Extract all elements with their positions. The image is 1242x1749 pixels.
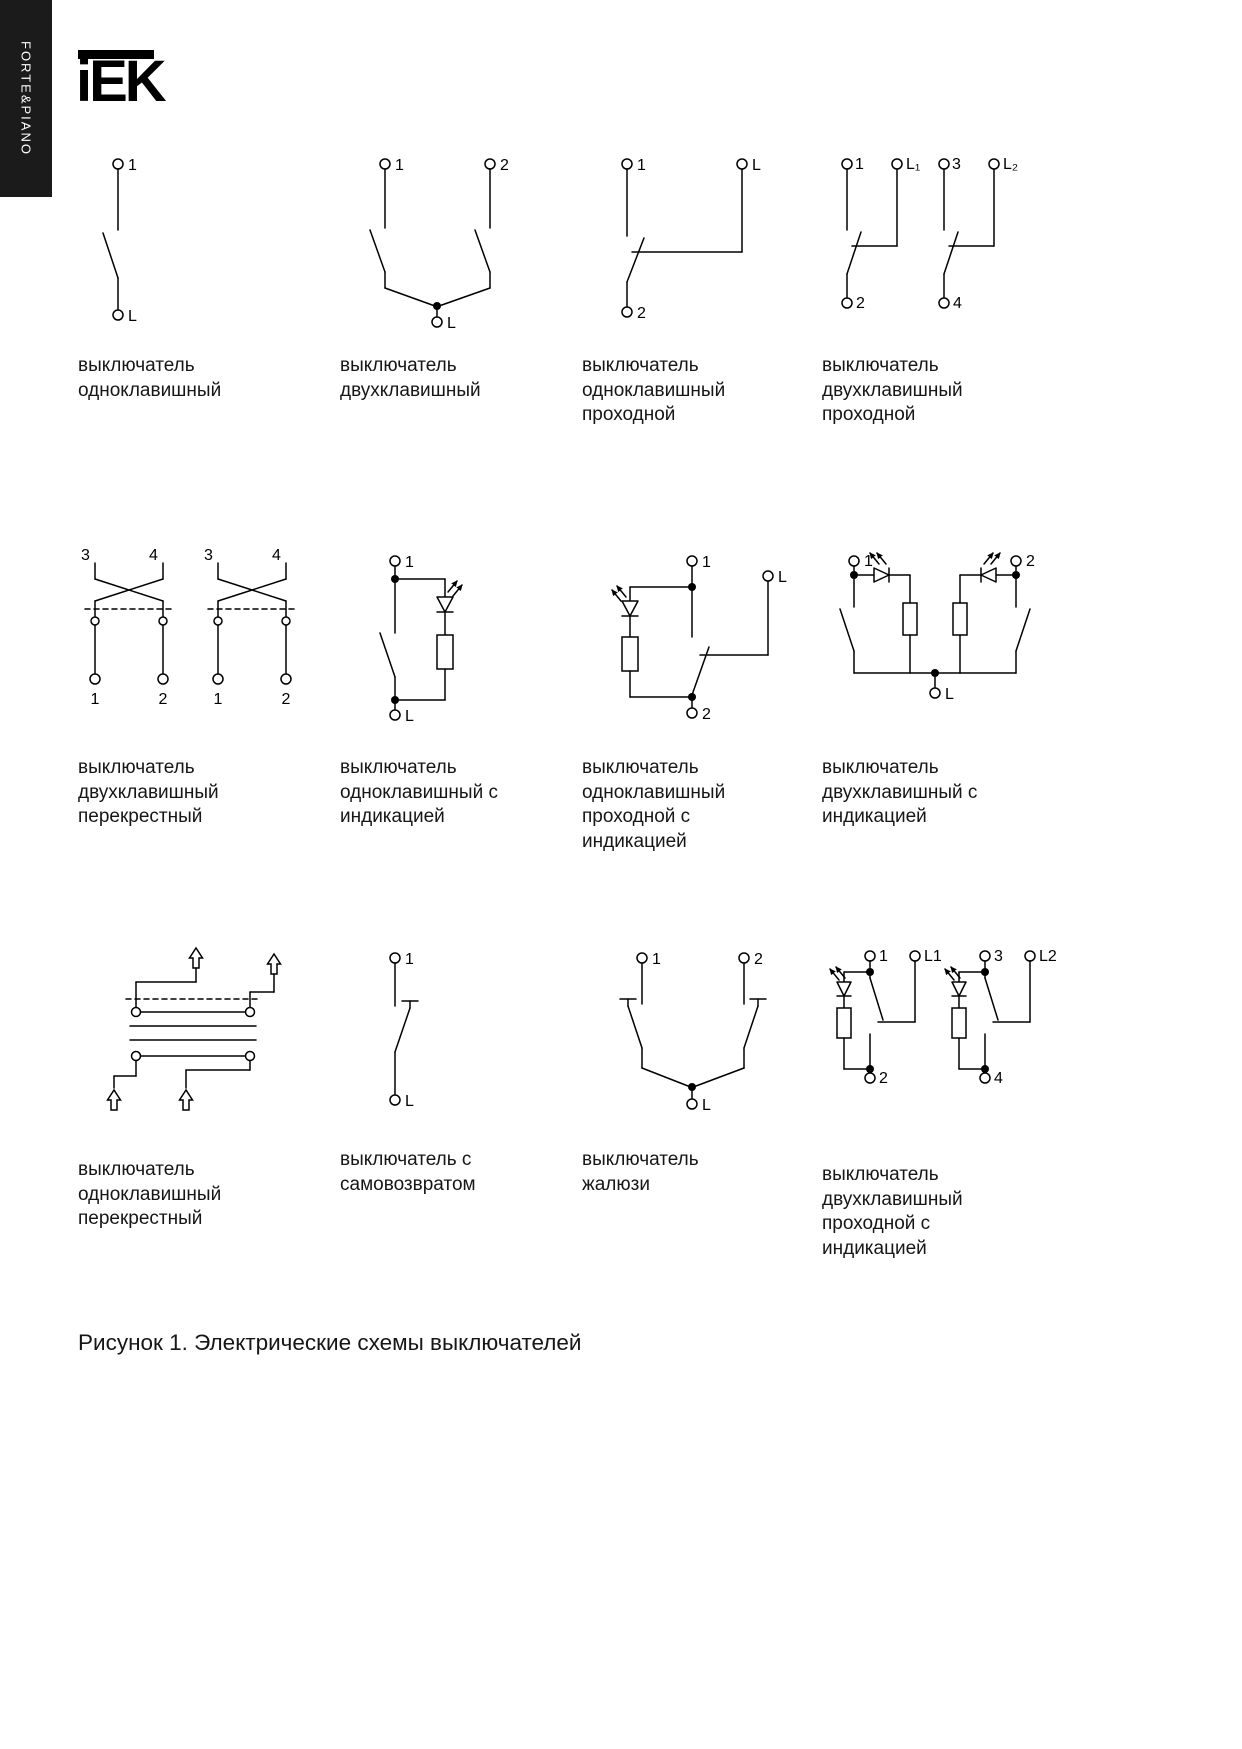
terminal-label: L xyxy=(128,308,137,325)
diagram-caption: выключатель одноклавишный проходной xyxy=(582,355,726,426)
diagram-caption: выключатель двухклавишный xyxy=(340,355,481,401)
series-tab xyxy=(0,0,52,197)
schemes-row-1 xyxy=(78,148,1122,545)
scheme-switch-double-passthrough-indicator xyxy=(822,942,1072,1147)
terminal-label: 1 xyxy=(395,157,404,174)
diagram-caption: выключатель одноклавишный проходной с индикацией xyxy=(582,757,726,853)
scheme-switch-single-indicator xyxy=(340,545,580,740)
diagram-cell xyxy=(582,148,822,545)
terminal-label: 4 xyxy=(953,295,962,312)
terminal-label: 2 xyxy=(856,295,865,312)
terminal-label: 1 xyxy=(652,951,661,968)
logo-text: iEK xyxy=(76,49,164,114)
diagram-caption: выключатель двухклавишный перекрестный xyxy=(78,757,219,828)
terminal-label: 4 xyxy=(149,547,158,564)
diagram-caption: выключатель двухклавишный проходной xyxy=(822,355,963,426)
terminal-label: 1 xyxy=(879,948,888,965)
terminal-label: 1 xyxy=(637,157,646,174)
scheme-switch-double xyxy=(340,148,580,338)
terminal-label: L xyxy=(945,686,954,703)
diagram-cell xyxy=(582,942,822,1262)
terminal-label: 3 xyxy=(204,547,213,564)
terminal-label: 1 xyxy=(90,691,100,708)
terminal-label: 2 xyxy=(754,951,763,968)
terminal-label: L xyxy=(752,157,761,174)
terminal-label: 2 xyxy=(1026,553,1035,570)
terminal-label: 1 xyxy=(702,554,711,571)
diagram-cell xyxy=(822,545,1122,942)
scheme-switch-double-indicator xyxy=(822,545,1062,740)
diagram-cell xyxy=(78,545,340,942)
scheme-switch-double-passthrough xyxy=(822,148,1072,338)
terminal-label: 3 xyxy=(994,948,1003,965)
diagram-cell xyxy=(340,148,582,545)
terminal-label: 2 xyxy=(637,305,646,322)
scheme-switch-momentary xyxy=(340,942,580,1132)
scheme-switch-blinds xyxy=(582,942,822,1132)
figure-caption: Рисунок 1. Электрические схемы выключателей xyxy=(78,1330,582,1355)
scheme-switch-double-crossover xyxy=(78,545,328,740)
terminal-label: L1 xyxy=(924,948,942,965)
terminal-label: L₁ xyxy=(906,156,921,173)
terminal-label: 2 xyxy=(281,691,291,708)
terminal-label: L xyxy=(405,1093,414,1110)
terminal-label: 1 xyxy=(128,157,137,174)
terminal-label: 1 xyxy=(864,553,873,570)
diagram-caption: выключатель двухклавишный с индикацией xyxy=(822,757,978,828)
terminal-label: L xyxy=(405,708,414,725)
terminal-label: 2 xyxy=(500,157,509,174)
diagram-cell xyxy=(78,148,340,545)
diagram-caption: выключатель одноклавишный с индикацией xyxy=(340,757,498,828)
terminal-label: 1 xyxy=(405,554,414,571)
terminal-label: 1 xyxy=(405,951,414,968)
diagram-caption: выключатель одноклавишный xyxy=(78,355,222,401)
diagram-cell xyxy=(78,942,340,1262)
terminal-label: 2 xyxy=(158,691,168,708)
terminal-label: 4 xyxy=(994,1070,1003,1087)
terminal-label: 3 xyxy=(952,156,961,173)
diagram-caption: выключатель двухклавишный проходной с индикацией xyxy=(822,1164,963,1260)
diagram-cell xyxy=(822,148,1122,545)
terminal-label: L xyxy=(447,315,456,332)
terminal-label: 2 xyxy=(702,706,711,723)
terminal-label: 1 xyxy=(213,691,223,708)
terminal-label: L₂ xyxy=(1003,156,1019,173)
terminal-label: L xyxy=(778,569,787,586)
terminal-label: L xyxy=(702,1097,711,1114)
brand-logo xyxy=(76,49,206,114)
terminal-label: L2 xyxy=(1039,948,1057,965)
terminal-label: 3 xyxy=(81,547,90,564)
diagram-caption: выключатель одноклавишный перекрестный xyxy=(78,1159,222,1230)
scheme-switch-single-crossover xyxy=(78,942,318,1142)
schemes-row-3 xyxy=(78,942,1122,1262)
terminal-label: 1 xyxy=(855,156,864,173)
scheme-switch-single xyxy=(78,148,318,338)
diagram-cell xyxy=(822,942,1122,1262)
diagram-cell xyxy=(340,942,582,1262)
scheme-switch-single-passthrough-indicator xyxy=(582,545,822,740)
diagram-caption: выключатель жалюзи xyxy=(582,1149,699,1195)
diagram-caption: выключатель с самовозвратом xyxy=(340,1149,476,1195)
terminal-label: 4 xyxy=(272,547,281,564)
terminal-label: 2 xyxy=(879,1070,888,1087)
scheme-switch-single-passthrough xyxy=(582,148,822,338)
diagram-cell xyxy=(582,545,822,942)
schemes-grid xyxy=(78,148,1122,1262)
schemes-row-2 xyxy=(78,545,1122,942)
diagram-cell xyxy=(340,545,582,942)
series-tab-label: FORTE&PIANO xyxy=(18,41,34,156)
